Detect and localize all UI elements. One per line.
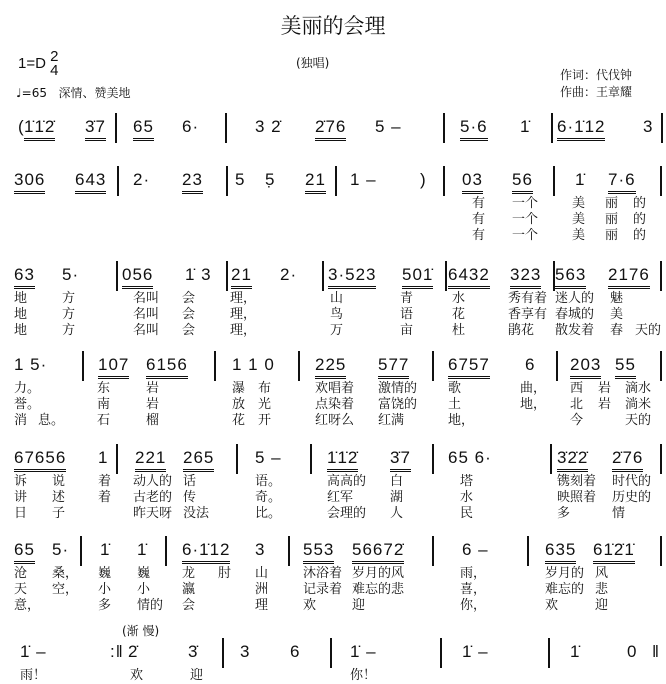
note-group: 3 — [240, 642, 251, 661]
lyric-verse-1: 龙 — [182, 566, 196, 581]
note-group: 3 — [255, 540, 266, 559]
lyric-verse-1: 魅 — [610, 291, 624, 306]
lyric-verse-3: 欢 — [545, 598, 559, 613]
tempo-marking: (渐 慢) — [122, 624, 160, 638]
barline — [226, 166, 228, 196]
note-group: 2176 — [608, 265, 650, 289]
lyric-verse-1: 激情的 — [378, 381, 418, 396]
lyric-verse-3: 红满 — [378, 413, 405, 428]
lyric-verse-1: 沧 — [14, 566, 28, 581]
lyric-verse-3: 迎 — [595, 598, 609, 613]
note-group: 3̇7 — [390, 448, 411, 472]
lyric-verse-2: 名叫 — [133, 307, 160, 322]
lyric-verse-3: 情的 — [137, 598, 164, 613]
lyric-verse-1: 力。 — [14, 381, 41, 396]
lyric-verse-1: 语。 — [255, 474, 282, 489]
barline — [115, 113, 117, 143]
lyric-verse-1: 肘 — [218, 566, 232, 581]
lyric-verse-2: 美 — [572, 212, 586, 227]
note-group: 1̇ – — [462, 642, 489, 661]
lyric-verse-1: 方 — [62, 291, 76, 306]
lyric-verse-2: 放 — [232, 397, 246, 412]
barline — [432, 444, 434, 474]
lyric-verse-1: 沐浴着 — [303, 566, 343, 581]
lyric-verse-1: 山 — [330, 291, 344, 306]
lyric-verse-2: 的 — [633, 212, 647, 227]
barline — [440, 638, 442, 668]
lyric-verse-2: 着 — [98, 490, 112, 505]
note-group: 5 — [235, 170, 246, 189]
lyric-verse-1: 着 — [98, 474, 112, 489]
barline — [660, 166, 662, 196]
barline — [550, 444, 552, 474]
lyric-verse-3: 会 — [182, 323, 196, 338]
lyric-verse-3: 散发着 — [555, 323, 595, 338]
lyric-verse-1: 一个 — [512, 196, 539, 211]
lyric-verse-2: 历史的 — [612, 490, 652, 505]
note-group: 0 — [627, 642, 638, 661]
note-group: 107 — [98, 355, 129, 379]
lyric-verse-1: 镌刻着 — [557, 474, 597, 489]
lyric-verse-3: 日 — [14, 506, 28, 521]
note-group: 5· — [62, 265, 80, 284]
lyric-verse-2: 映照着 — [557, 490, 597, 505]
lyric-verse-2: 方 — [62, 307, 76, 322]
barline — [548, 638, 550, 668]
note-group: 2̇76 — [612, 448, 643, 472]
note-group: 5·6 — [460, 117, 488, 141]
note-group: 65 6· — [448, 448, 492, 467]
note-group: 3̇ — [188, 642, 199, 661]
note-group: 1̇ – — [20, 642, 47, 661]
note-group: 56 — [512, 170, 533, 194]
note-group: 577 — [378, 355, 409, 379]
lyric-verse-3: 丽 — [605, 228, 619, 243]
barline — [322, 261, 324, 291]
note-group: 67656 — [14, 448, 66, 472]
lyric-verse-3: 人 — [390, 506, 404, 521]
lyric-verse-1: 风 — [595, 566, 609, 581]
note-group: 7·6 — [608, 170, 636, 194]
note-group: 056 — [122, 265, 153, 289]
lyric-verse-2: 誉。 — [14, 397, 41, 412]
lyric-verse-3: 红呀么 — [315, 413, 355, 428]
lyric-verse-3: 榴 — [146, 413, 160, 428]
performance-type: (独唱) — [296, 56, 330, 70]
lyricist: 作词：代伐钟 — [560, 68, 633, 82]
note-group: 265 — [183, 448, 214, 472]
barline — [236, 444, 238, 474]
lyric-verse-1: 雨， — [460, 566, 487, 581]
barline — [226, 261, 228, 291]
note-group: 21 — [231, 265, 252, 289]
lyric-verse-2: 春城的 — [555, 307, 595, 322]
barline — [214, 351, 216, 381]
note-group: 6 – — [462, 540, 489, 559]
note-group: 6·1̇12 — [557, 117, 605, 141]
note-group: 1 — [98, 448, 109, 467]
lyric-verse-3: 比。 — [255, 506, 282, 521]
lyric-verse-3: 没法 — [183, 506, 210, 521]
note-group: 635 — [545, 540, 576, 564]
barline — [117, 166, 119, 196]
note-group: ‖ — [652, 642, 661, 661]
barline — [556, 351, 558, 381]
lyric-verse-3: 春 — [610, 323, 624, 338]
lyric-verse-1: 桑， — [52, 566, 79, 581]
lyric-verse-3: 理 — [255, 598, 269, 613]
note-group: 3 — [643, 117, 654, 136]
lyric-verse-1: 白 — [390, 474, 404, 489]
note-group: 6· — [182, 117, 200, 136]
lyric-verse-1: 布 — [258, 381, 272, 396]
barline — [432, 536, 434, 566]
note-group: 1̇ – — [350, 642, 377, 661]
lyric-verse-3: 一个 — [512, 228, 539, 243]
note-group: 5 – — [375, 117, 402, 136]
note-group: 65 — [133, 117, 154, 141]
lyric-verse-3: 消 — [14, 413, 28, 428]
lyric-verse-1: 诉 — [14, 474, 28, 489]
lyric-verse-2: 讲 — [14, 490, 28, 505]
note-group: 1̇ — [520, 117, 531, 136]
note-group: :‖ — [110, 642, 124, 661]
barline — [116, 261, 118, 291]
note-group: 1̇ — [575, 170, 586, 189]
lyric-verse-1: 你！ — [350, 668, 377, 683]
barline — [225, 113, 227, 143]
note-group: 6156 — [146, 355, 188, 379]
key: 1=D — [18, 54, 46, 72]
lyric-verse-2: 光 — [258, 397, 272, 412]
lyric-verse-1: 水 — [452, 291, 466, 306]
note-group: 323 — [510, 265, 541, 289]
lyric-verse-1: 时代的 — [612, 474, 652, 489]
lyric-verse-2: 红军 — [327, 490, 354, 505]
note-group: 65 — [14, 540, 35, 564]
lyric-verse-3: 万 — [330, 323, 344, 338]
note-group: 1̇ — [137, 540, 148, 559]
lyric-verse-3: 民 — [460, 506, 474, 521]
lyric-verse-3: 多 — [557, 506, 571, 521]
lyric-verse-3: 地 — [14, 323, 28, 338]
note-group: ) — [420, 170, 427, 189]
lyric-verse-2: 难忘的悲 — [352, 582, 405, 597]
lyric-verse-3: 欢 — [303, 598, 317, 613]
lyric-verse-3: 你， — [460, 598, 487, 613]
lyric-verse-2: 地 — [14, 307, 28, 322]
lyric-verse-2: 淌米 — [625, 397, 652, 412]
note-group: 1 – — [350, 170, 377, 189]
barline — [527, 536, 529, 566]
note-group: 3̇7 — [85, 117, 106, 141]
lyric-verse-3: 多 — [98, 598, 112, 613]
barline — [443, 113, 445, 143]
lyric-verse-1: 巍 — [137, 566, 151, 581]
key-signature — [18, 50, 58, 78]
lyric-verse-2: 天 — [14, 582, 28, 597]
barline — [661, 113, 663, 143]
barline — [335, 166, 337, 196]
lyric-verse-2: 一个 — [512, 212, 539, 227]
barline — [288, 536, 290, 566]
lyric-verse-1: 西 — [570, 381, 584, 396]
note-group: 221 — [135, 448, 166, 472]
lyric-verse-3: 的 — [633, 228, 647, 243]
lyric-verse-1: 山 — [255, 566, 269, 581]
lyric-verse-1: 歌 — [448, 381, 462, 396]
lyric-verse-2: 洲 — [255, 582, 269, 597]
note-group: 3 2̇ — [255, 117, 282, 136]
lyric-verse-3: 石 — [97, 413, 111, 428]
barline — [432, 351, 434, 381]
lyric-verse-1: 岩 — [146, 381, 160, 396]
lyric-verse-3: 方 — [62, 323, 76, 338]
lyric-verse-1: 巍 — [98, 566, 112, 581]
lyric-verse-1: 东 — [97, 381, 111, 396]
lyric-verse-2: 有 — [472, 212, 486, 227]
barline — [551, 113, 553, 143]
lyric-verse-2: 小 — [137, 582, 151, 597]
lyric-verse-3: 昨天呀 — [133, 506, 173, 521]
lyric-verse-2: 南 — [97, 397, 111, 412]
note-group: 2· — [133, 170, 151, 189]
note-group: 3·523 — [328, 265, 376, 289]
lyric-verse-1: 说 — [52, 474, 66, 489]
lyric-verse-1: 瀑 — [232, 381, 246, 396]
lyric-verse-2: 小 — [98, 582, 112, 597]
lyric-verse-3: 会 — [182, 598, 196, 613]
note-group: 21 — [305, 170, 326, 194]
lyric-verse-1: 雨！ — [20, 668, 47, 683]
lyric-verse-1: 曲， — [520, 381, 547, 396]
lyric-verse-2: 香享有 — [508, 307, 548, 322]
lyric-verse-2: 奇。 — [255, 490, 282, 505]
tempo: ♩=65 — [16, 86, 47, 100]
lyric-verse-2: 难忘的 — [545, 582, 585, 597]
note-group: 6 — [525, 355, 536, 374]
lyric-verse-1: 会 — [182, 291, 196, 306]
lyric-verse-1: 欢唱着 — [315, 381, 355, 396]
lyric-verse-2: 湖 — [390, 490, 404, 505]
lyric-verse-1: 名叫 — [133, 291, 160, 306]
lyric-verse-2: 记录着 — [303, 582, 343, 597]
note-group: 6 — [290, 642, 301, 661]
lyric-verse-2: 传 — [183, 490, 197, 505]
lyric-verse-2: 古老的 — [133, 490, 173, 505]
note-group: 61̇2̇1̇ — [593, 540, 635, 564]
barline — [222, 638, 224, 668]
note-group: 1 5· — [14, 355, 48, 374]
lyric-verse-1: 岩 — [598, 381, 612, 396]
lyric-verse-1: 丽 — [605, 196, 619, 211]
lyric-verse-3: 名叫 — [133, 323, 160, 338]
note-group: 553 — [303, 540, 334, 564]
note-group: 56672̇ — [352, 540, 404, 564]
lyric-verse-1: 地 — [14, 291, 28, 306]
note-group: 1̇ — [100, 540, 111, 559]
lyric-verse-2: 空， — [52, 582, 79, 597]
lyric-verse-1: 的 — [633, 196, 647, 211]
lyric-verse-1: 话 — [183, 474, 197, 489]
lyric-verse-2: 悲 — [595, 582, 609, 597]
note-group: 2̇76 — [315, 117, 346, 141]
barline — [660, 351, 662, 381]
tempo-line — [16, 84, 130, 101]
barline — [165, 536, 167, 566]
lyric-verse-3: 地， — [448, 413, 475, 428]
lyric-verse-3: 子 — [52, 506, 66, 521]
lyric-verse-2: 会 — [182, 307, 196, 322]
lyric-verse-2: 鸟 — [330, 307, 344, 322]
lyric-verse-3: 今 — [570, 413, 584, 428]
lyric-verse-2: 岩 — [598, 397, 612, 412]
lyric-verse-1: 岁月的风 — [352, 566, 405, 581]
lyric-verse-2: 水 — [460, 490, 474, 505]
note-group: 1̇1̇2̇ — [327, 448, 358, 472]
composer: 作曲：王章耀 — [560, 85, 633, 99]
barline — [660, 261, 662, 291]
lyric-verse-1: 欢 — [130, 668, 144, 683]
barline — [310, 444, 312, 474]
lyric-verse-3: 迎 — [352, 598, 366, 613]
lyric-verse-1: 迎 — [190, 668, 204, 683]
note-group: 1̇ 3 — [185, 265, 212, 284]
lyric-verse-2: 北 — [570, 397, 584, 412]
barline — [445, 261, 447, 291]
lyric-verse-3: 意， — [14, 598, 41, 613]
lyric-verse-3: 天的 — [635, 323, 662, 338]
note-group: 306 — [14, 170, 45, 194]
lyric-verse-2: 富饶的 — [378, 397, 418, 412]
lyric-verse-3: 息。 — [38, 413, 65, 428]
time-signature: 2 4 — [50, 48, 59, 79]
barline — [116, 444, 118, 474]
lyric-verse-1: 美 — [572, 196, 586, 211]
lyric-verse-1: 岁月的 — [545, 566, 585, 581]
barline — [298, 351, 300, 381]
note-group: 6·1̇12 — [182, 540, 230, 564]
note-group: 203 — [570, 355, 601, 379]
barline — [82, 351, 84, 381]
barline — [660, 444, 662, 474]
lyric-verse-1: 迷人的 — [555, 291, 595, 306]
lyric-verse-2: 花 — [452, 307, 466, 322]
lyric-verse-2: 点染着 — [315, 397, 355, 412]
lyric-verse-1: 秀有着 — [508, 291, 548, 306]
lyric-verse-1: 滴水 — [625, 381, 652, 396]
note-group: 63 — [14, 265, 35, 289]
lyric-verse-2: 喜， — [460, 582, 487, 597]
note-group: 1̇1̇2̇ — [24, 117, 55, 141]
lyric-verse-2: 瀛 — [182, 582, 196, 597]
note-group: 55 — [615, 355, 636, 379]
note-group: 2· — [280, 265, 298, 284]
lyric-verse-3: 会理的 — [327, 506, 367, 521]
lyric-verse-2: 语 — [400, 307, 414, 322]
note-group: 5̣ — [265, 170, 276, 189]
barline — [553, 166, 555, 196]
barline — [660, 536, 662, 566]
expression: 深情、赞美地 — [58, 86, 131, 100]
barline — [330, 638, 332, 668]
note-group: 3̇2̇2̇ — [557, 448, 588, 472]
lyric-verse-2: 述 — [52, 490, 66, 505]
lyric-verse-2: 土 — [448, 397, 462, 412]
lyric-verse-2: 理， — [230, 307, 257, 322]
song-title: 美丽的会理 — [280, 14, 386, 38]
note-group: 5 – — [255, 448, 282, 467]
lyric-verse-1: 动人的 — [133, 474, 173, 489]
note-group: 23 — [182, 170, 203, 194]
lyric-verse-2: 岩 — [146, 397, 160, 412]
lyric-verse-2: 地， — [520, 397, 547, 412]
note-group: 5· — [52, 540, 70, 559]
lyric-verse-3: 理， — [230, 323, 257, 338]
lyric-verse-3: 花 — [232, 413, 246, 428]
barline — [443, 166, 445, 196]
lyric-verse-3: 亩 — [400, 323, 414, 338]
note-group: 225 — [315, 355, 346, 379]
note-group: 03 — [462, 170, 483, 194]
lyric-verse-2: 美 — [610, 307, 624, 322]
note-group: 501̇ — [402, 265, 433, 289]
lyric-verse-1: 高高的 — [327, 474, 367, 489]
lyric-verse-3: 杜 — [452, 323, 466, 338]
note-group: 6432 — [448, 265, 490, 289]
lyric-verse-2: 丽 — [605, 212, 619, 227]
lyric-verse-3: 美 — [572, 228, 586, 243]
lyric-verse-1: 理， — [230, 291, 257, 306]
lyric-verse-3: 鹃花 — [508, 323, 535, 338]
note-group: 1̇ — [570, 642, 581, 661]
lyric-verse-3: 有 — [472, 228, 486, 243]
barline — [80, 536, 82, 566]
note-group: 1 1 0 — [232, 355, 275, 374]
note-group: 643 — [75, 170, 106, 194]
note-group: 2̇ — [128, 642, 139, 661]
lyric-verse-1: 青 — [400, 291, 414, 306]
lyric-verse-1: 塔 — [460, 474, 474, 489]
note-group: 6757 — [448, 355, 490, 379]
note-group: ( — [18, 117, 25, 136]
lyric-verse-3: 开 — [258, 413, 272, 428]
lyric-verse-1: 有 — [472, 196, 486, 211]
lyric-verse-3: 天的 — [625, 413, 652, 428]
note-group: 563 — [555, 265, 586, 289]
lyric-verse-3: 情 — [612, 506, 626, 521]
